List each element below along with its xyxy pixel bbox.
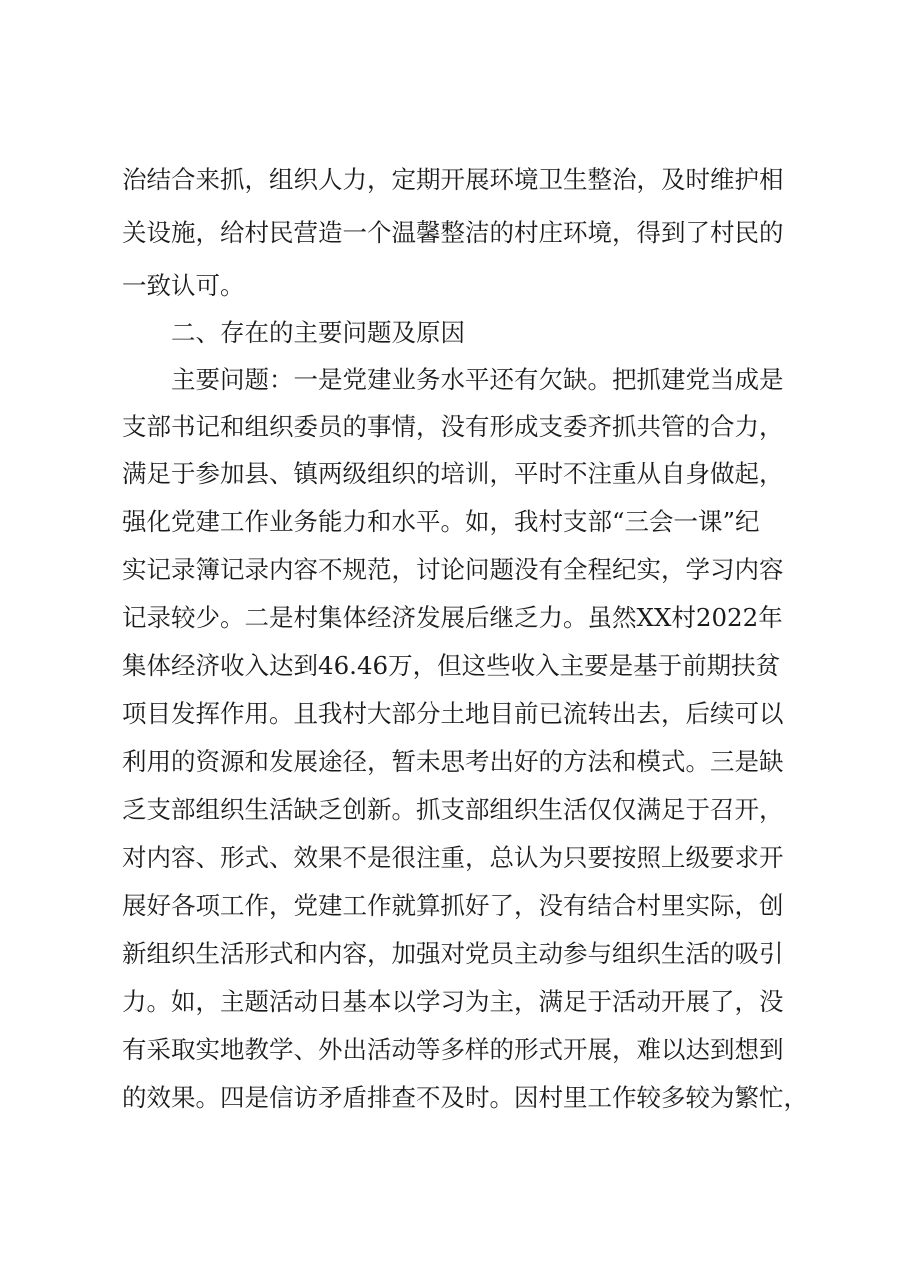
- section-heading: 二、存在的主要问题及原因: [171, 318, 465, 347]
- body-text-line: 对内容、形式、效果不是很注重，总认为只要按照上级要求开: [122, 843, 784, 872]
- body-text-line: 强化党建工作业务能力和水平。如，我村支部“三会一课”纪: [122, 507, 760, 536]
- body-text-line: 实记录簿记录内容不规范，讨论问题没有全程纪实，学习内容: [122, 555, 784, 584]
- body-text-line: 支部书记和组织委员的事情，没有形成支委齐抓共管的合力，: [122, 412, 784, 441]
- body-text-line: 一致认可。: [122, 271, 245, 300]
- body-text-line: 乏支部组织生活缺乏创新。抓支部组织生活仅仅满足于召开，: [122, 795, 784, 824]
- body-text-line: 利用的资源和发展途径，暂未思考出好的方法和模式。三是缺: [122, 747, 784, 776]
- body-text-line: 主要问题：一是党建业务水平还有欠缺。把抓建党当成是: [171, 365, 784, 394]
- body-text-line: 力。如，主题活动日基本以学习为主，满足于活动开展了，没: [122, 987, 784, 1016]
- body-text-line: 治结合来抓，组织人力，定期开展环境卫生整治，及时维护相: [122, 165, 784, 194]
- body-text-line: 集体经济收入达到46.46万，但这些收入主要是基于前期扶贫: [122, 651, 781, 680]
- body-text-line: 满足于参加县、镇两级组织的培训，平时不注重从自身做起，: [122, 459, 784, 488]
- body-text-line: 的效果。四是信访矛盾排查不及时。因村里工作较多较为繁忙，: [122, 1083, 808, 1112]
- body-text-line: 项目发挥作用。且我村大部分土地目前已流转出去，后续可以: [122, 699, 784, 728]
- body-text-line: 关设施，给村民营造一个温馨整洁的村庄环境，得到了村民的: [122, 218, 784, 247]
- body-text-line: 展好各项工作，党建工作就算抓好了，没有结合村里实际，创: [122, 891, 784, 920]
- body-text-line: 记录较少。二是村集体经济发展后继乏力。虽然XX村2022年: [122, 603, 783, 632]
- body-text-line: 有采取实地教学、外出活动等多样的形式开展，难以达到想到: [122, 1035, 784, 1064]
- body-text-line: 新组织生活形式和内容，加强对党员主动参与组织生活的吸引: [122, 939, 784, 968]
